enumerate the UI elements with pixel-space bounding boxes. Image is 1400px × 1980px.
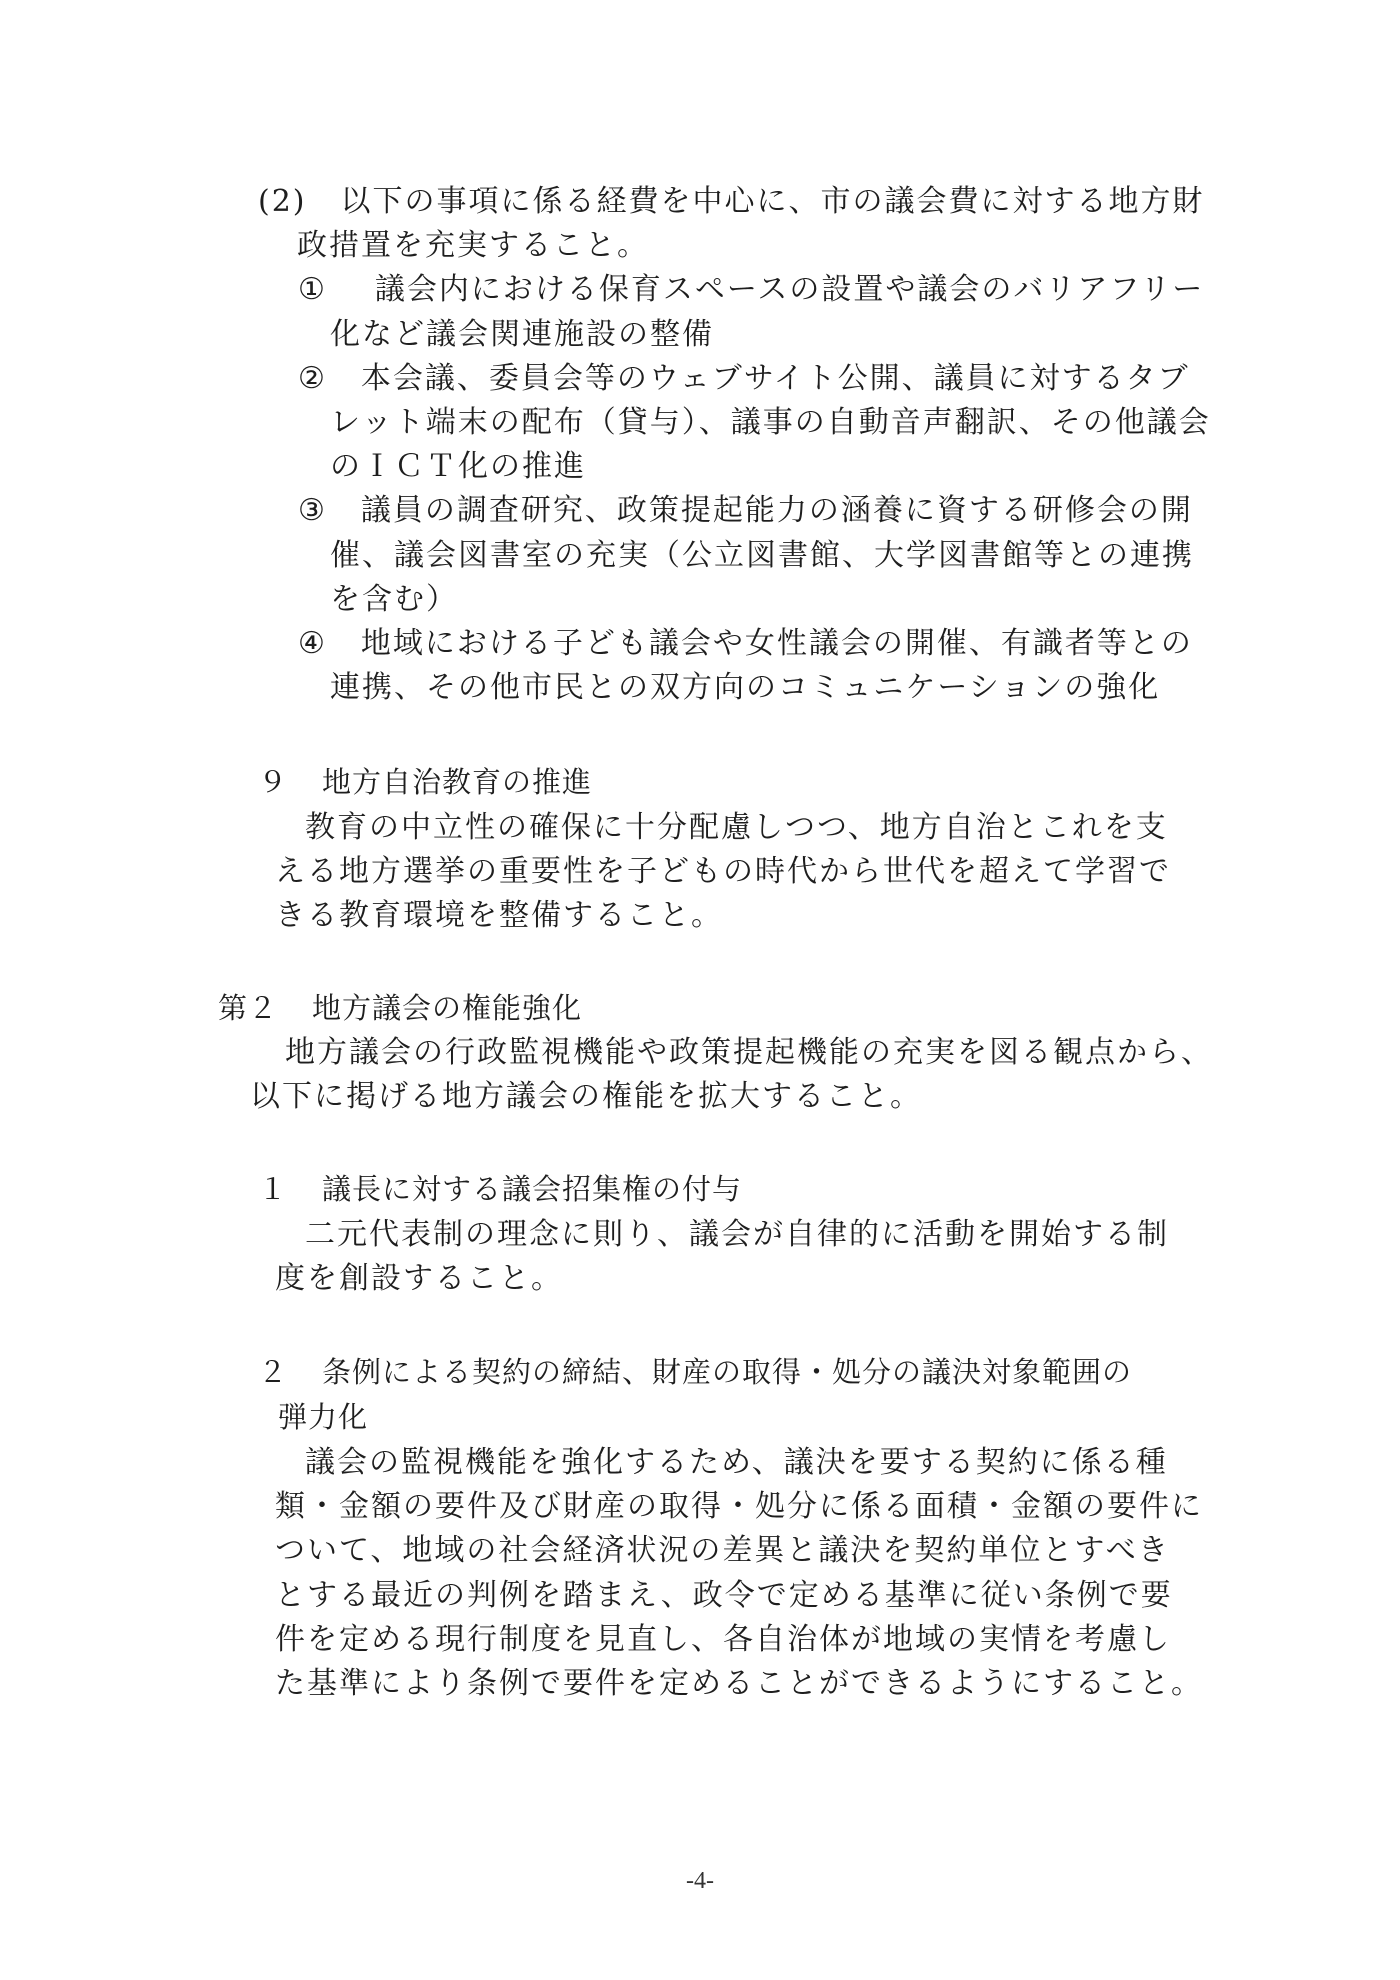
subitem-2-line-2: レット端末の配布（貸与）、議事の自動音声翻訳、その他議会: [330, 405, 1211, 440]
item-1-heading: [258, 1167, 742, 1211]
subitem-2-line-1: [298, 357, 1190, 401]
item-9-heading: [258, 760, 592, 804]
item-9-body-line-2: える地方選挙の重要性を子どもの時代から世代を超えて学習で: [275, 854, 1171, 889]
item-2-body-line-2: 類・金額の要件及び財産の取得・処分に係る面積・金額の要件に: [275, 1489, 1203, 1524]
item-2-body-line-4: とする最近の判例を踏まえ、政令で定める基準に従い条例で要: [275, 1578, 1173, 1613]
subitem-1-line-2: 化など議会関連施設の整備: [330, 317, 714, 352]
subitem-text: 地域における子ども議会や女性議会の開催、有識者等との: [360, 626, 1193, 661]
item-2-line-1: [258, 180, 1205, 224]
chapter-number: 第２: [218, 991, 279, 1025]
subitem-4-line-2: 連携、その他市民との双方向のコミュニケーションの強化: [330, 670, 1161, 705]
item-number: ２: [258, 1355, 289, 1389]
subitem-marker: ③: [298, 493, 327, 528]
item-text: 以下の事項に係る経費を中心に、市の議会費に対する地方財: [340, 184, 1205, 219]
item-number: ９: [258, 765, 289, 799]
item-1-body-line-1: 二元代表制の理念に則り、議会が自律的に活動を開始する制: [305, 1217, 1169, 1252]
heading-text: 議長に対する議会招集権の付与: [322, 1172, 743, 1206]
item-2-line-2: 政措置を充実すること。: [297, 228, 649, 263]
subitem-1-line-1: [298, 268, 1204, 312]
heading-text: 地方議会の権能強化: [312, 991, 583, 1025]
item-2-heading-line-1: [258, 1350, 1132, 1394]
item-2-heading-line-2: 弾力化: [278, 1400, 369, 1434]
subitem-3-line-1: [298, 489, 1193, 533]
subitem-3-line-2: 催、議会図書室の充実（公立図書館、大学図書館等との連携: [330, 538, 1194, 573]
item-2-body-line-3: ついて、地域の社会経済状況の差異と議決を契約単位とすべき: [275, 1533, 1170, 1568]
subitem-3-line-3: を含む）: [330, 582, 458, 617]
subitem-text: 本会議、委員会等のウェブサイト公開、議員に対するタブ: [360, 361, 1190, 396]
item-number: (2): [258, 184, 307, 219]
chapter-2-heading: [218, 986, 582, 1030]
subitem-2-line-3: のＩＣＴ化の推進: [330, 449, 586, 484]
subitem-4-line-1: [298, 622, 1193, 666]
subitem-marker: ④: [298, 626, 327, 661]
item-number: １: [258, 1172, 289, 1206]
item-9-body-line-3: きる教育環境を整備すること。: [275, 898, 723, 933]
page-number: -4-: [686, 1868, 714, 1894]
subitem-text: 議会内における保育スペースの設置や議会のバリアフリー: [374, 272, 1205, 307]
item-2-body-line-5: 件を定める現行制度を見直し、各自治体が地域の実情を考慮し: [275, 1622, 1171, 1657]
chapter-2-body-line-2: 以下に掲げる地方議会の権能を拡大すること。: [250, 1079, 922, 1114]
heading-text: 地方自治教育の推進: [322, 765, 593, 799]
item-2-body-line-1: 議会の監視機能を強化するため、議決を要する契約に係る種: [305, 1445, 1168, 1480]
item-1-body-line-2: 度を創設すること。: [275, 1261, 563, 1296]
subitem-marker: ①: [298, 272, 327, 307]
subitem-marker: ②: [298, 361, 327, 396]
item-2-body-line-6: た基準により条例で要件を定めることができるようにすること。: [275, 1666, 1203, 1701]
item-9-body-line-1: 教育の中立性の確保に十分配慮しつつ、地方自治とこれを支: [305, 810, 1168, 845]
heading-text: 条例による契約の締結、財産の取得・処分の議決対象範囲の: [322, 1355, 1133, 1389]
chapter-2-body-line-1: 地方議会の行政監視機能や政策提起機能の充実を図る観点から、: [285, 1035, 1213, 1070]
subitem-text: 議員の調査研究、政策提起能力の涵養に資する研修会の開: [360, 493, 1193, 528]
